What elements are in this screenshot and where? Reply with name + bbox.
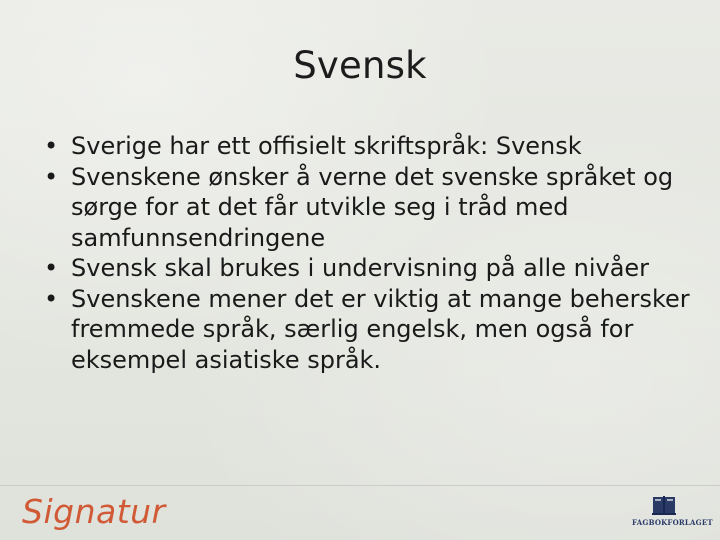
bullet-marker: • bbox=[44, 254, 59, 282]
bullet-marker: • bbox=[44, 162, 59, 191]
fagbokforlaget-wordmark: FAGBOKFORLAGET bbox=[632, 518, 713, 527]
fagbokforlaget-logo bbox=[632, 494, 713, 534]
bullet-text: Svenskene mener det er viktig at mange behersker fremmede språk, særlig engelsk, men også for eksempel asiatiske språk. bbox=[71, 284, 690, 374]
bullet-marker: • bbox=[44, 132, 59, 160]
bullet-text: Svenskene ønsker å verne det svenske språket og sørge for at det får utvikle seg i tråd med samfunnsendringene bbox=[71, 162, 674, 252]
signatur-logo: Signatur bbox=[22, 492, 166, 531]
bullet-text: Sverige har ett offisielt skriftspråk: Svensk bbox=[71, 132, 582, 160]
bullet-item bbox=[44, 131, 694, 162]
bullet-marker: • bbox=[44, 284, 59, 313]
bullet-item bbox=[44, 284, 694, 376]
bullet-list bbox=[44, 131, 694, 375]
bullet-item bbox=[44, 253, 694, 284]
slide-title: Svensk bbox=[293, 44, 427, 87]
bullet-text: Svensk skal brukes i undervisning på alle nivåer bbox=[71, 254, 650, 282]
footer-divider bbox=[0, 485, 720, 486]
book-icon bbox=[652, 494, 678, 516]
bullet-item bbox=[44, 162, 694, 254]
